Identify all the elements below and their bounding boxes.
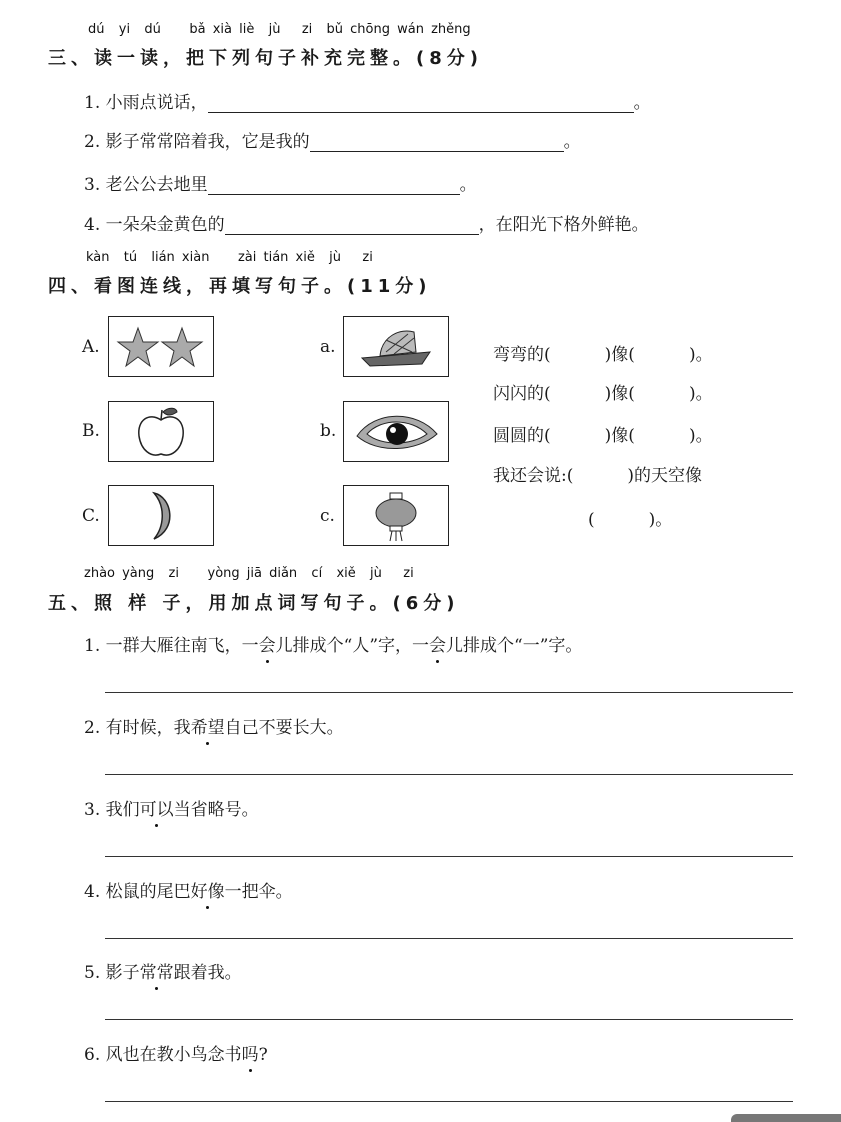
dotted-word: 希望 — [190, 718, 225, 738]
sentence-text: 5. 影子 — [84, 963, 140, 983]
answer-blank[interactable] — [310, 133, 564, 152]
dotted-word: 一会儿 — [412, 636, 464, 656]
moon-icon — [136, 489, 186, 543]
boat-picture[interactable] — [343, 316, 449, 377]
answer-line[interactable] — [105, 774, 793, 775]
sentence-3: 圆圆的( )像( )。 — [493, 426, 713, 446]
apple-icon — [131, 404, 191, 460]
sentence-4: 我还会说:( )的天空像 — [493, 466, 703, 486]
sentence-text: 自己不要长大。 — [224, 718, 344, 738]
dotted-word: 一会儿 — [241, 636, 293, 656]
stars-picture[interactable] — [108, 316, 214, 377]
dotted-word: 常常 — [139, 963, 174, 983]
label-A: A. — [82, 337, 100, 357]
label-B: B. — [82, 421, 100, 441]
sentence-item — [84, 713, 344, 738]
boat-icon — [356, 322, 436, 372]
section4-title: 四、看图连线，再填写句子。(11分) — [48, 276, 432, 297]
sentence-item — [84, 795, 259, 820]
item-text: 2. 影子常常陪着我，它是我的 — [84, 132, 310, 152]
section3-pinyin: dú yi dú bǎ xià liè jù zi bǔ chōng wán zhěng — [88, 22, 471, 37]
fill-item-1 — [84, 88, 651, 113]
sentence-1: 弯弯的( )像( )。 — [493, 345, 713, 365]
answer-blank[interactable] — [208, 94, 634, 113]
sentence-2: 闪闪的( )像( )。 — [493, 384, 713, 404]
moon-picture[interactable] — [108, 485, 214, 546]
sentence-item — [84, 631, 582, 656]
fill-item-2 — [84, 127, 581, 152]
section3-title: 三、读一读，把下列句子补充完整。(8分) — [48, 48, 483, 69]
fill-item-4 — [84, 210, 649, 235]
apple-picture[interactable] — [108, 401, 214, 462]
dotted-word: 吗 — [241, 1045, 259, 1065]
sentence-item — [84, 958, 242, 983]
answer-blank[interactable] — [225, 216, 479, 235]
answer-line[interactable] — [105, 1019, 793, 1020]
answer-line[interactable] — [105, 938, 793, 939]
item-end: 。 — [459, 175, 477, 195]
answer-line[interactable] — [105, 692, 793, 693]
section5-pinyin: zhào yàng zi yòng jiā diǎn cí xiě jù zi — [84, 566, 414, 581]
label-C: C. — [82, 506, 100, 526]
label-b: b. — [320, 421, 337, 441]
sentence-text: 6. 风也在教小鸟念书 — [84, 1045, 242, 1065]
sentence-text: 4. 松鼠的尾巴 — [84, 882, 191, 902]
label-c: c. — [320, 506, 335, 526]
sentence-item — [84, 1040, 268, 1065]
sentence-item — [84, 877, 293, 902]
eye-icon — [351, 406, 441, 458]
lantern-icon — [366, 489, 426, 543]
sentence-text: 跟着我。 — [173, 963, 242, 983]
label-a: a. — [320, 337, 336, 357]
fill-item-3 — [84, 170, 477, 195]
item-text: 3. 老公公去地里 — [84, 175, 208, 195]
sentence-4-continued: ( )。 — [588, 510, 673, 530]
sentence-text: 当省略号。 — [173, 800, 259, 820]
section5-title: 五、照 样 子，用加点词写句子。(6分) — [48, 593, 460, 614]
item-end: ，在阳光下格外鲜艳。 — [478, 215, 649, 235]
item-text: 1. 小雨点说话， — [84, 93, 208, 113]
sentence-text: 1. 一群大雁往南飞， — [84, 636, 242, 656]
sentence-text: 一把伞。 — [224, 882, 293, 902]
item-end: 。 — [633, 93, 651, 113]
dotted-word: 好像 — [190, 882, 225, 902]
lantern-picture[interactable] — [343, 485, 449, 546]
item-text: 4. 一朵朵金黄色的 — [84, 215, 225, 235]
dotted-word: 可以 — [139, 800, 174, 820]
sentence-text: ? — [258, 1045, 268, 1065]
sentence-text: 排成个“一”字。 — [463, 636, 583, 656]
section4-pinyin: kàn tú lián xiàn zài tián xiě jù zi — [86, 250, 373, 265]
stars-icon — [116, 322, 206, 372]
eye-picture[interactable] — [343, 401, 449, 462]
sentence-text: 排成个“人”字， — [292, 636, 413, 656]
answer-line[interactable] — [105, 856, 793, 857]
page-corner-decoration — [731, 1114, 841, 1122]
answer-line[interactable] — [105, 1101, 793, 1102]
sentence-text: 2. 有时候，我 — [84, 718, 191, 738]
answer-blank[interactable] — [208, 176, 460, 195]
sentence-text: 3. 我们 — [84, 800, 140, 820]
item-end: 。 — [563, 132, 581, 152]
